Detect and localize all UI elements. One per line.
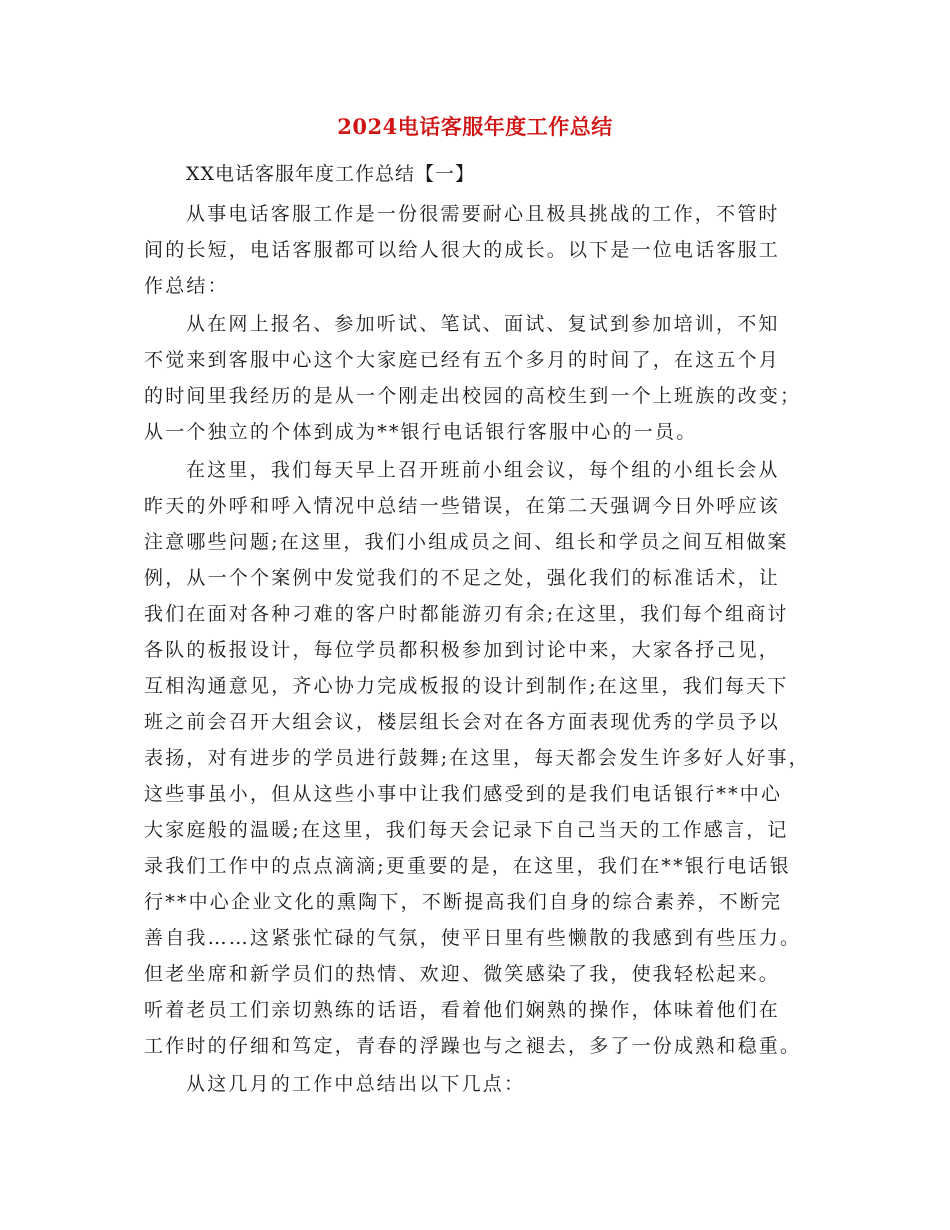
paragraph-line: 的时间里我经历的是从一个刚走出校园的高校生到一个上班族的改变； (144, 385, 802, 407)
document-title: 2024电话客服年度工作总结 (337, 114, 613, 139)
paragraph-line: 行**中心企业文化的熏陶下，不断提高我们自身的综合素养，不断完 (144, 891, 783, 913)
paragraph-line: 从事电话客服工作是一份很需要耐心且极具挑战的工作，不管时 (186, 203, 780, 225)
paragraph-line: 这些事虽小，但从这些小事中让我们感受到的是我们电话银行**中心 (144, 783, 783, 805)
paragraph-line: 但老坐席和新学员们的热情、欢迎、微笑感染了我，使我轻松起来。 (144, 963, 781, 985)
paragraph-line: 作总结： (144, 275, 229, 297)
paragraph-line: 昨天的外呼和呼入情况中总结一些错误，在第二天强调今日外呼应该 (144, 495, 781, 517)
paragraph-line: 大家庭般的温暖;在这里，我们每天会记录下自己当天的工作感言，记 (144, 819, 789, 841)
paragraph-line: 从一个独立的个体到成为**银行电话银行客服中心的一员。 (144, 421, 698, 443)
paragraph-line: 工作时的仔细和笃定，青春的浮躁也与之褪去，多了一份成熟和稳重。 (144, 1035, 802, 1057)
paragraph-line: 从在网上报名、参加听试、笔试、面试、复试到参加培训，不知 (186, 313, 780, 335)
paragraph-line: 善自我……这紧张忙碌的气氛，使平日里有些懒散的我感到有些压力。 (144, 927, 802, 949)
paragraph-line: 间的长短，电话客服都可以给人很大的成长。以下是一位电话客服工 (144, 239, 781, 261)
paragraph-line: 不觉来到客服中心这个大家庭已经有五个多月的时间了，在这五个月 (144, 349, 781, 371)
paragraph-line: 各队的板报设计，每位学员都积极参加到讨论中来，大家各抒己见， (144, 639, 781, 661)
paragraph-line: 班之前会召开大组会议，楼层组长会对在各方面表现优秀的学员予以 (144, 711, 781, 733)
paragraph-line: 互相沟通意见，齐心协力完成板报的设计到制作;在这里，我们每天下 (144, 675, 789, 697)
paragraph-line: 在这里，我们每天早上召开班前小组会议，每个组的小组长会从 (186, 459, 780, 481)
paragraph-line: 录我们工作中的点点滴滴;更重要的是，在这里，我们在**银行电话银 (144, 855, 791, 877)
paragraph-line: 例，从一个个案例中发觉我们的不足之处，强化我们的标准话术，让 (144, 567, 781, 589)
paragraph-line: 我们在面对各种刁难的客户时都能游刃有余;在这里，我们每个组商讨 (144, 603, 789, 625)
section-heading: XX电话客服年度工作总结【一】 (186, 163, 476, 185)
paragraph-line: 从这几月的工作中总结出以下几点： (186, 1073, 526, 1095)
paragraph-line: 注意哪些问题;在这里，我们小组成员之间、组长和学员之间互相做案 (144, 531, 789, 553)
paragraph-line: 表扬，对有进步的学员进行鼓舞;在这里，每天都会发生许多好人好事， (144, 747, 810, 769)
paragraph-line: 听着老员工们亲切熟练的话语，看着他们娴熟的操作，体味着他们在 (144, 999, 781, 1021)
